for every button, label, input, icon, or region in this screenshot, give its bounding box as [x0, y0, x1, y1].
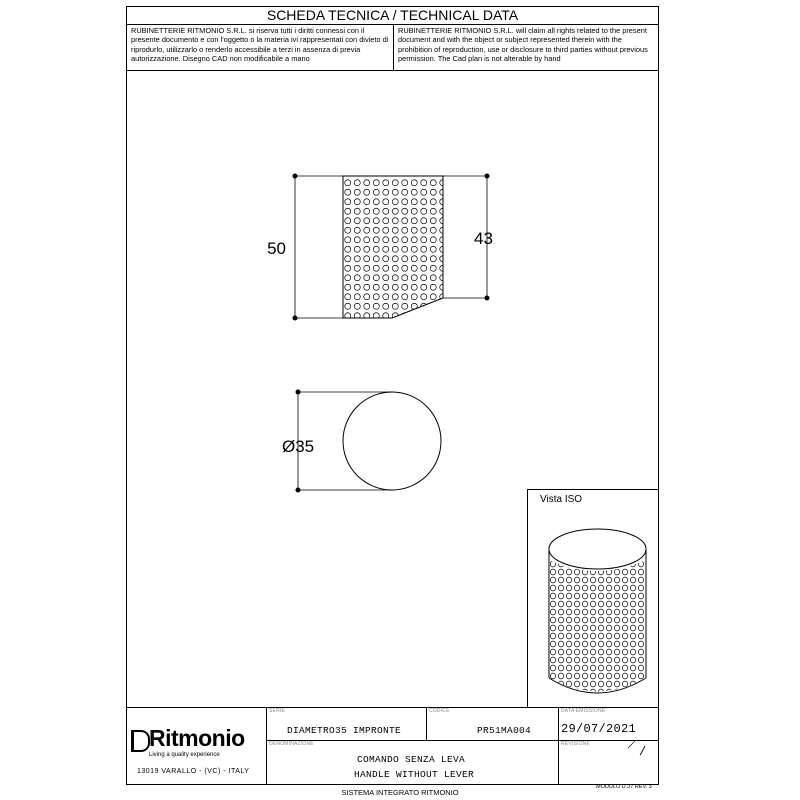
revision-mark — [628, 740, 636, 748]
serie-value: DIAMETRO35 IMPRONTE — [287, 725, 402, 736]
iso-perforation-pattern — [549, 560, 646, 700]
denominazione-italian: COMANDO SENZA LEVA — [357, 754, 466, 765]
top-view-circle — [343, 392, 441, 490]
notice-english: RUBINETTERIE RITMONIO S.R.L. will claim all rights related to the present document and with the object or subject represented therein with the prohibition of reproduction, use or disclosure to third parties without previous permission. The Cad plan is not alterable by hand — [394, 24, 658, 71]
logo-wordmark: Ritmonio — [149, 725, 245, 751]
data-emissione-label: DATA EMISSIONE — [561, 708, 606, 714]
denominazione-english: HANDLE WITHOUT LEVER — [354, 769, 475, 780]
company-address: 13019 VARALLO - (VC) - ITALY — [137, 768, 250, 775]
denominazione-label: DENOMINAZIONE — [269, 741, 314, 747]
dim-height-total-label: 50 — [267, 239, 286, 258]
iso-view-label: Vista ISO — [540, 494, 583, 505]
codice-value: PR51MA004 — [477, 725, 532, 736]
dim-height-total — [293, 174, 344, 321]
revisione-label: REVISIONE — [561, 741, 591, 747]
dim-diameter-label: Ø35 — [282, 437, 315, 456]
footer-system: SISTEMA INTEGRATO RITMONIO — [341, 788, 459, 797]
revisione-value: / — [639, 745, 647, 759]
logo-tagline: Living a quality experience — [149, 752, 220, 758]
footer-module: MODULO D.37 REV. 3 — [596, 784, 652, 790]
perforation-pattern — [343, 176, 443, 318]
iso-top-face — [549, 529, 646, 569]
data-emissione-value: 29/07/2021 — [561, 722, 637, 736]
dim-height-side-label: 43 — [474, 229, 493, 248]
iso-view-knob — [549, 529, 646, 700]
side-view — [343, 176, 443, 318]
notice-italian: RUBINETTERIE RITMONIO S.R.L. si riserva tutti i diritti connessi con il presente documento e con l'oggetto o la materia ivi rappresentati con divieto di riprodurlo, utilizzarlo o renderlo accessibile a terzi in assenza di previa autorizzazione. Disegno CAD non modificabile a mano — [127, 24, 394, 71]
sheet-title: SCHEDA TECNICA / TECHNICAL DATA — [127, 7, 658, 25]
serie-label: SERIE — [269, 708, 286, 714]
codice-label: CODICE — [429, 708, 450, 714]
